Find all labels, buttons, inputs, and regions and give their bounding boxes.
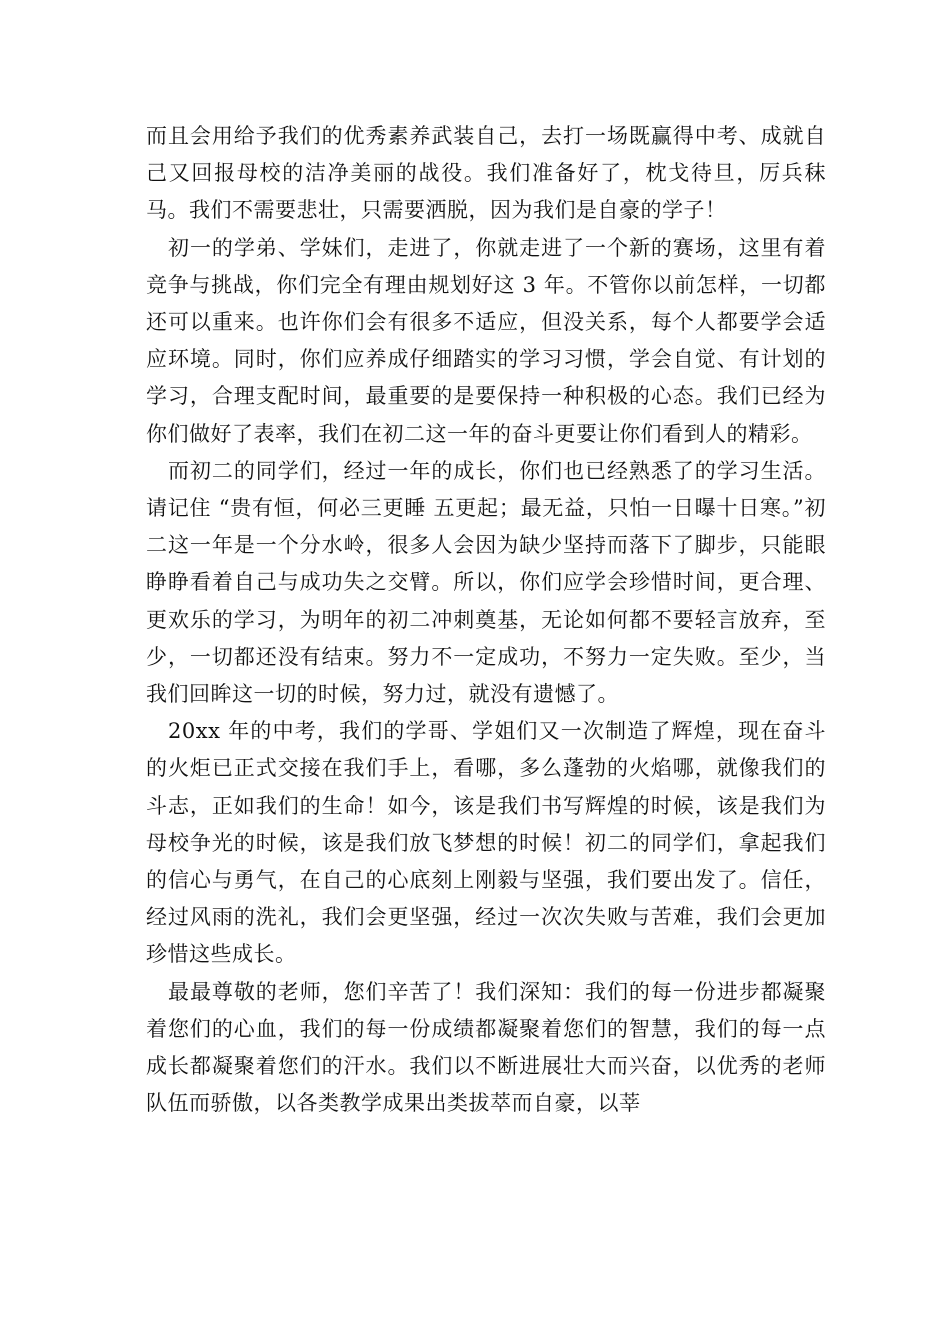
paragraph: 而初二的同学们，经过一年的成长，你们也已经熟悉了的学习生活。请记住 “贵有恒，何必三更睡 五更起；最无益，只怕一日曝十日寒。”初二这一年是一个分水岭，很多人会因为缺少坚持而落下了脚步，只能眼睁睁看着自己与成功失之交臂。所以，你们应学会珍惜时间，更合理、更欢乐的学习，为明年的初二冲刺奠基，无论如何都不要轻言放弃，至少，一切都还没有结束。努力不一定成功，不努力一定失败。至少，当我们回眸这一切的时候，努力过，就没有遗憾了。 — [146, 458, 826, 707]
paragraph: 最最尊敬的老师，您们辛苦了！我们深知：我们的每一份进步都凝聚着您们的心血，我们的每一份成绩都凝聚着您们的智慧，我们的每一点成长都凝聚着您们的汗水。我们以不断进展壮大而兴奋，以优秀的老师队伍而骄傲，以各类教学成果出类拔萃而自豪，以莘 — [146, 979, 826, 1116]
paragraph: 初一的学弟、学妹们，走进了，你就走进了一个新的赛场，这里有着竞争与挑战，你们完全有理由规划好这 3 年。不管你以前怎样，一切都还可以重来。也许你们会有很多不适应，但没关系，每个人都要学会适应环境。同时，你们应养成仔细踏实的学习习惯，学会自觉、有计划的学习，合理支配时间，最重要的是要保持一种积极的心态。我们已经为你们做好了表率，我们在初二这一年的奋斗更要让你们看到人的精彩。 — [146, 235, 826, 446]
document-body — [146, 118, 826, 1122]
paragraph: 而且会用给予我们的优秀素养武装自己，去打一场既赢得中考、成就自己又回报母校的洁净美丽的战役。我们准备好了，枕戈待旦，厉兵秣马。我们不需要悲壮，只需要洒脱，因为我们是自豪的学子！ — [146, 124, 826, 223]
paragraph: 20xx 年的中考，我们的学哥、学姐们又一次制造了辉煌，现在奋斗的火炬已正式交接在我们手上，看哪，多么蓬勃的火焰哪，就像我们的斗志，正如我们的生命！如今，该是我们书写辉煌的时候，该是我们为母校争光的时候，该是我们放飞梦想的时候！初二的同学们，拿起我们的信心与勇气，在自己的心底刻上刚毅与坚强，我们要出发了。信任，经过风雨的洗礼，我们会更坚强，经过一次次失败与苦难，我们会更加珍惜这些成长。 — [146, 719, 826, 967]
